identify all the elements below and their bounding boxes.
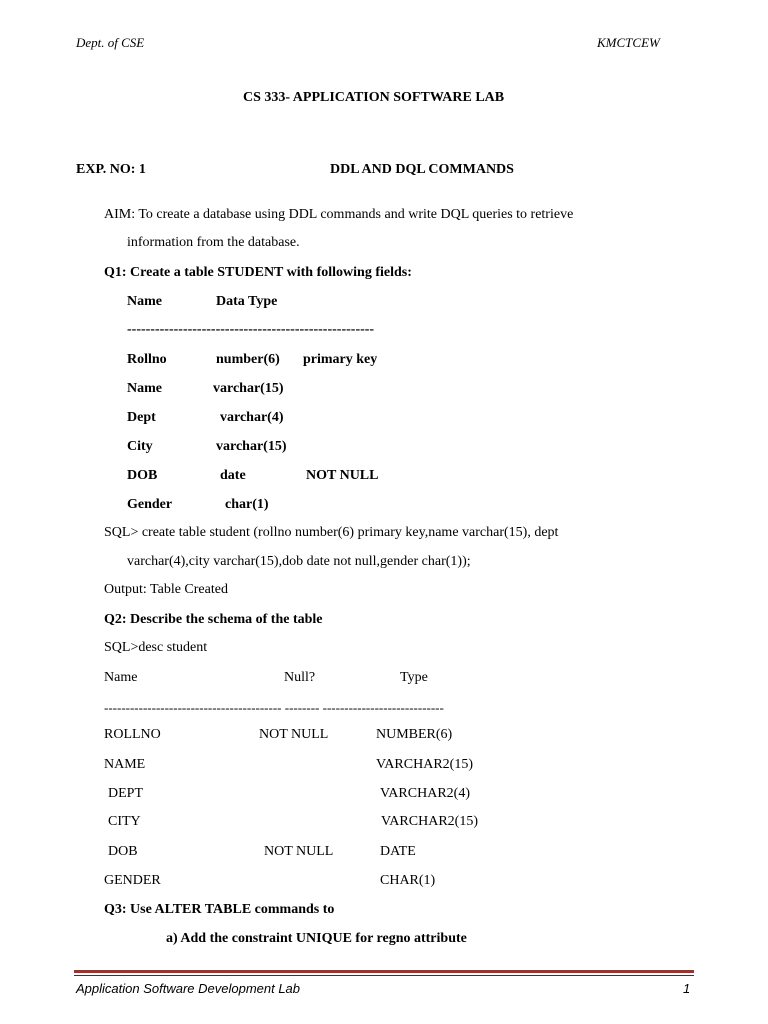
q1-output: Output: Table Created [104,582,228,597]
course-title: CS 333- APPLICATION SOFTWARE LAB [243,90,505,105]
field-name: Dept [127,410,156,425]
aim-line-2: information from the database. [127,235,300,250]
header-college: KMCTCEW [597,35,660,50]
experiment-title: DDL AND DQL COMMANDS [330,162,514,177]
field-name: DOB [127,468,158,483]
aim-line-1: AIM: To create a database using DDL commands and write DQL queries to retrieve [104,207,574,222]
q2-question: Q2: Describe the schema of the table [104,612,323,627]
field-type: varchar(15) [216,439,287,454]
field-name: Name [127,381,162,396]
schema-name: GENDER [104,873,161,888]
footer-rule-thick [74,970,694,973]
q2-header-name: Name [104,670,138,685]
field-name: City [127,439,153,454]
field-constraint: primary key [303,352,378,367]
field-constraint: NOT NULL [306,468,379,483]
q3-item-a: a) Add the constraint UNIQUE for regno attribute [166,931,467,946]
schema-name: ROLLNO [104,727,161,742]
footer-course-name: Application Software Development Lab [76,981,301,996]
q1-header-type: Data Type [216,294,278,309]
field-type: varchar(4) [220,410,284,425]
q1-header-name: Name [127,294,162,309]
field-name: Gender [127,497,173,512]
q1-sql-line-2: varchar(4),city varchar(15),dob date not null,gender char(1)); [127,554,471,569]
q2-separator: ----------------------------------------- -------- ---------------------------- [104,700,444,715]
q2-header-null: Null? [284,670,316,685]
field-type: char(1) [225,497,269,512]
field-type: varchar(15) [213,381,284,396]
schema-name: NAME [104,757,146,772]
experiment-number: EXP. NO: 1 [76,162,146,177]
q1-sql-line-1: SQL> create table student (rollno number(6) primary key,name varchar(15), dept [104,525,559,540]
schema-type: DATE [380,844,416,859]
schema-type: CHAR(1) [380,873,436,888]
schema-name: DEPT [108,786,143,801]
schema-name: CITY [108,814,141,829]
q1-question: Q1: Create a table STUDENT with following fields: [104,265,412,280]
schema-name: DOB [108,844,138,859]
q1-separator: ----------------------------------------------------- [127,322,375,337]
q2-header-type: Type [400,670,428,685]
schema-type: VARCHAR2(15) [381,814,478,829]
q2-sql: SQL>desc student [104,640,208,655]
field-name: Rollno [127,352,167,367]
q3-question: Q3: Use ALTER TABLE commands to [104,902,335,917]
footer-rule-thin [74,975,694,976]
header-dept: Dept. of CSE [76,35,145,50]
schema-type: NUMBER(6) [376,727,453,742]
schema-null: NOT NULL [259,727,329,742]
page-number: 1 [683,981,691,996]
schema-null: NOT NULL [264,844,334,859]
schema-type: VARCHAR2(15) [376,757,473,772]
schema-type: VARCHAR2(4) [380,786,470,801]
field-type: number(6) [216,352,280,367]
field-type: date [220,468,246,483]
